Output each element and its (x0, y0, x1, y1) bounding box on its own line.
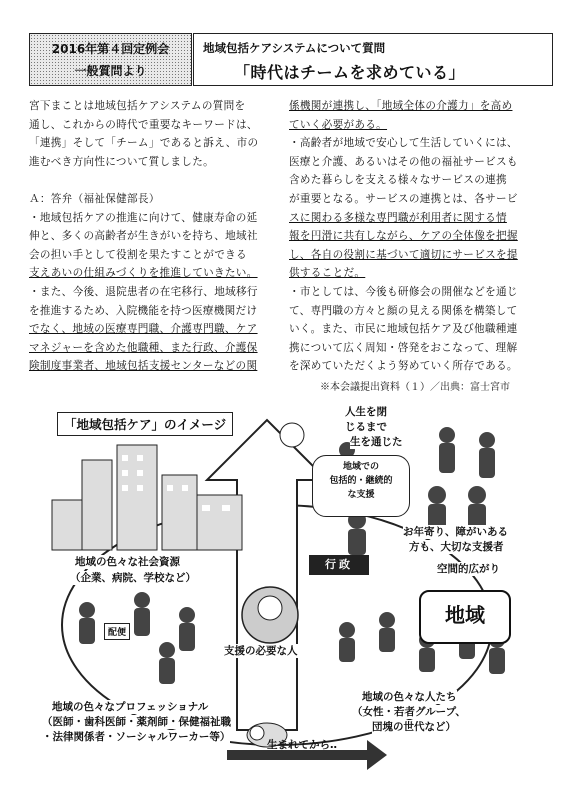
article-title: 「時代はチームを求めている」 (234, 63, 466, 82)
professionals-label-2: （医師・歯科医師・薬剤師・保健福祉職 (42, 716, 231, 728)
clinic-sign: 配便 (104, 623, 130, 640)
text-line: ・市としては、今後も研修会の開催などを通じ (289, 285, 518, 298)
question-label: 一般質問より (74, 64, 147, 78)
text-line: 伸と、多くの高齢者が生きがいを持ち、地域社 (29, 230, 258, 243)
illustration-title: 「地域包括ケア」のイメージ (57, 412, 233, 436)
person-needing-support-label: 支援の必要な人 (224, 645, 298, 657)
text-line: でなく、地域の医療専門職、介護専門職、ケア (29, 323, 258, 336)
region-label: 地域 (419, 590, 511, 644)
professionals-label-1: 地域の色々なプロフェッショナル (52, 701, 209, 713)
text-line: 通し、これからの時代で重要なキーワードは、 (29, 118, 258, 131)
resources-label-1: 地域の色々な社会資源 (75, 556, 180, 568)
text-line: スに関わる多様な専門職が利用者に関する情 (289, 211, 507, 224)
life-end-label-2: じるまで (345, 421, 387, 433)
text-line: を深めていただくよう努めていく所存である。 (289, 360, 518, 373)
bubble-line: 地域での (342, 462, 379, 472)
community-care-illustration (27, 400, 557, 775)
resources-label-2: （企業、病院、学校など） (70, 572, 196, 584)
answer-heading: Ａ：答弁（福祉保健部長） (29, 192, 160, 205)
people-label-3: 団塊の世代など） (372, 721, 456, 733)
people-label-2: （女性・若者グループ、 (352, 706, 466, 718)
text-line: 会の担い手として役割を果たすことができる (29, 248, 247, 261)
elderly-label-1: お年寄り、障がいある (403, 526, 508, 538)
text-line: 含めた暮らしを支える様々なサービスの連携 (289, 174, 507, 187)
text-line: 報を円滑に共有しながら、ケアの全体像を把握 (289, 230, 518, 243)
text-line: いく。また、市民に地域包括ケア及び他職種連 (289, 323, 518, 336)
left-column (29, 97, 281, 376)
bubble-line: 包括的・継続的 (329, 476, 393, 486)
birth-label: 生まれてから‥ (267, 739, 338, 751)
text-line: 険制度事業者、地域包括支援センターなどの関 (29, 360, 258, 373)
text-line: 医療と介護、あるいはその他の福祉サービスも (289, 155, 518, 168)
meeting-label-box (29, 33, 192, 86)
spatial-label: 空間的広がり (437, 563, 500, 575)
bubble-line: な支援 (347, 490, 375, 500)
text-line: て、専門職の方々と顔の見える関係を構築して (289, 304, 518, 317)
text-line: 宮下まことは地域包括ケアシステムの質問を (29, 100, 246, 112)
elderly-label-2: 方も、大切な支援者 (409, 541, 504, 553)
life-end-label-1: 人生を閉 (345, 406, 387, 418)
source-note: ※本会議提出資料（１）／出典：富士宮市 (320, 382, 510, 393)
text-line (29, 171, 281, 190)
text-line: 支えあいの仕組みづくりを推進していきたい。 (29, 267, 258, 280)
text-line: ・また、今後、退院患者の在宅移行、地域移行 (29, 285, 258, 298)
text-line: マネジャーを含めた他職種、また行政、介護保 (29, 341, 258, 354)
text-line: し、各自の役割に基づいて適切にサービスを提 (289, 248, 518, 261)
text-line: ていく必要がある。 (289, 118, 388, 131)
life-end-label-3: 生を通じた (350, 436, 403, 448)
support-bubble (312, 455, 410, 517)
admin-label: 行政 (309, 555, 369, 575)
meeting-label: 2016年第４回定例会 (51, 42, 170, 56)
text-line: 進むべき方向性について質しました。 (29, 155, 214, 168)
text-line: ・地域包括ケアの推進に向けて、健康寿命の延 (29, 211, 258, 224)
professionals-label-3: ・法律関係者・ソーシャルワーカー等） (42, 731, 231, 743)
text-line: を推進するため、入院機能を持つ医療機関だけ (29, 304, 258, 317)
text-line: 「連携」そして「チーム」であると訴え、市の (29, 137, 259, 150)
article-subtitle: 地域包括ケアシステムについて質問 (203, 41, 386, 55)
text-line: 携について広く周知・啓発をおこなって、理解 (289, 341, 518, 354)
text-line: が重要となる。サービスの連携とは、各サービ (289, 192, 518, 205)
people-label-1: 地域の色々な人たち (362, 691, 457, 703)
right-column (289, 97, 553, 376)
title-box (193, 33, 553, 86)
text-line: ・高齢者が地域で安心して生活していくには、 (289, 137, 518, 150)
text-line: 供することだ。 (289, 267, 366, 280)
text-line: 係機関が連携し、「地域全体の介護力」を高め (289, 100, 513, 112)
